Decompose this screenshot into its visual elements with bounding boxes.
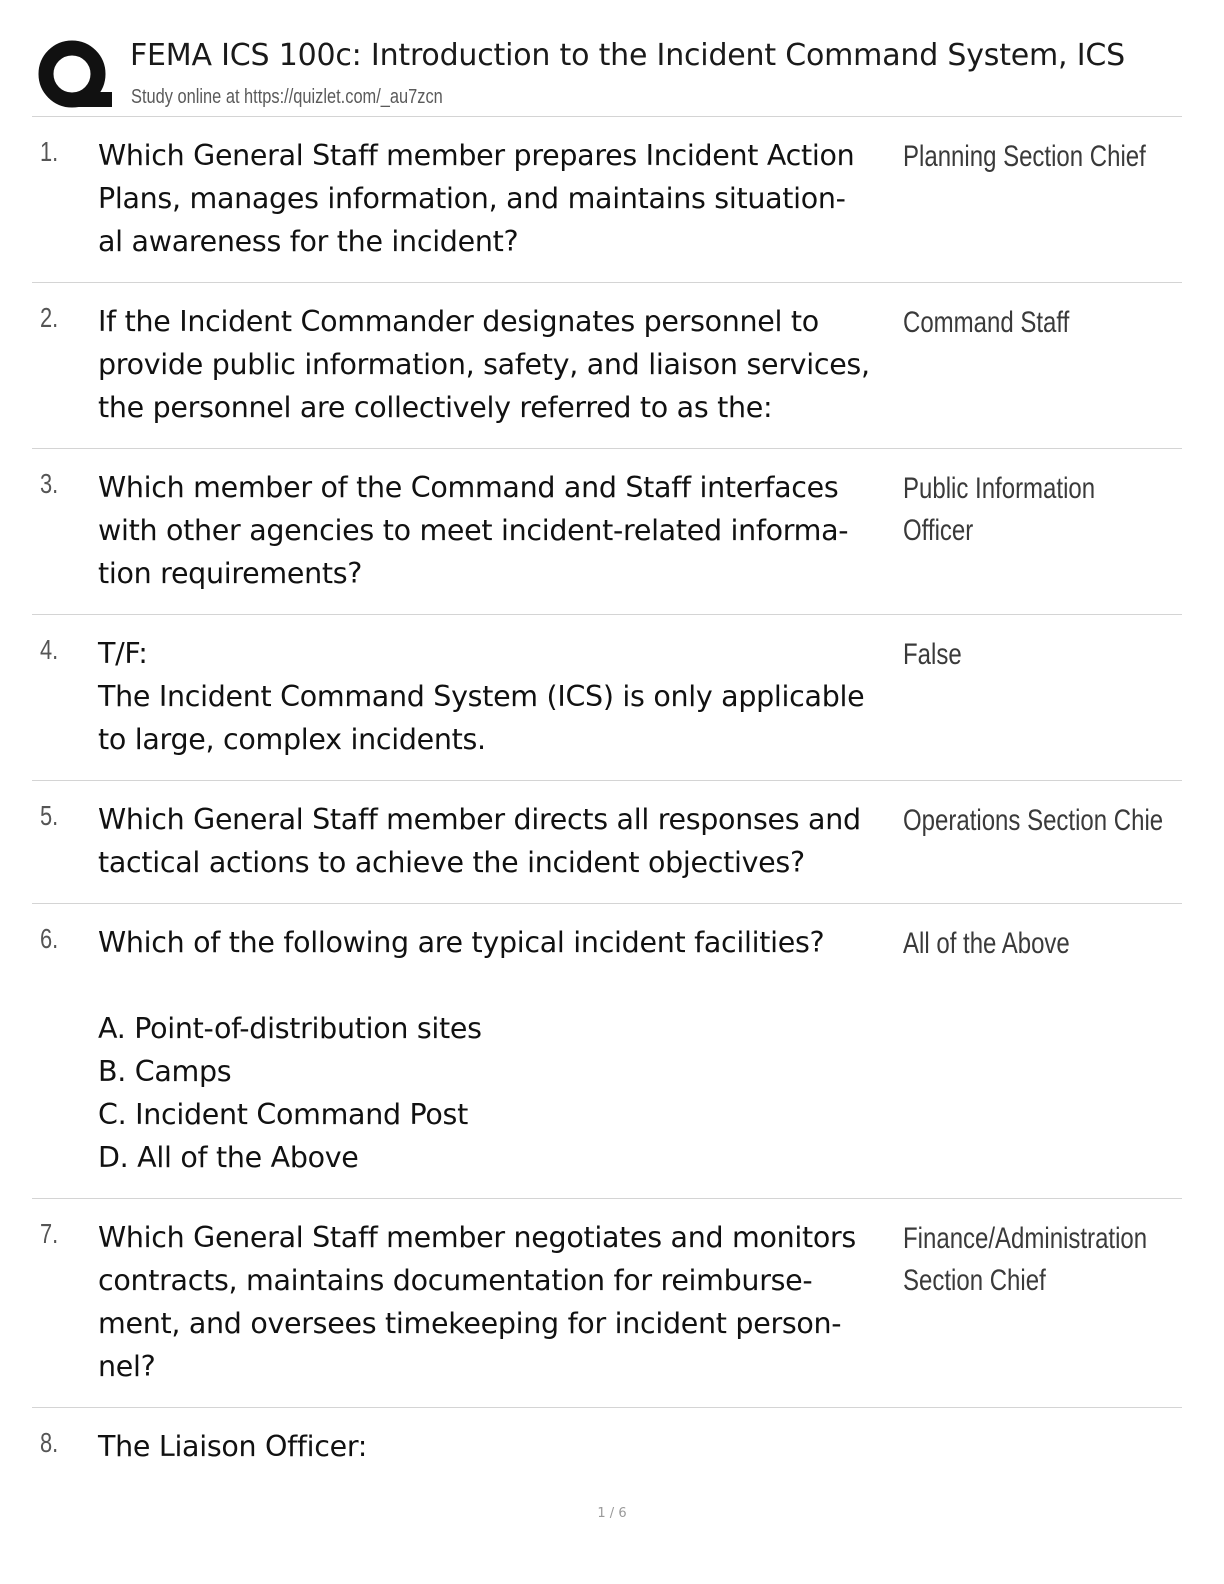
card-question: Which member of the Command and Staff interfaces with other agencies to meet incident-related informa- tion requirements?: [98, 471, 849, 590]
card-question: If the Incident Commander designates personnel to provide public information, safety, and liaison services, the personnel are collectively referred to as the:: [98, 305, 870, 424]
flashcard: [32, 1199, 1182, 1408]
study-online-link[interactable]: Study online at https://quizlet.com/_au7zcn: [131, 86, 443, 108]
card-number: 1.: [40, 136, 59, 167]
card-answer: Finance/Administration Section Chief: [903, 1222, 1148, 1297]
card-question: Which General Staff member directs all responses and tactical actions to achieve the incident objectives?: [98, 803, 861, 879]
flashcard: [32, 283, 1182, 449]
flashcard: [32, 781, 1182, 904]
card-answer: Command Staff: [903, 306, 1070, 339]
card-question: T/F: The Incident Command System (ICS) is only applicable to large, complex incidents.: [98, 637, 865, 756]
card-answer: Public Information Officer: [903, 472, 1096, 547]
card-answer: Planning Section Chief: [903, 140, 1146, 173]
card-number: 8.: [40, 1427, 59, 1458]
flashcard: [32, 615, 1182, 781]
card-answer: Operations Section Chie: [903, 804, 1164, 837]
card-number: 4.: [40, 634, 59, 665]
card-question: The Liaison Officer:: [98, 1430, 368, 1463]
card-answer: All of the Above: [903, 927, 1070, 960]
card-number: 6.: [40, 923, 59, 954]
document-title: FEMA ICS 100c: Introduction to the Incident Command System, ICS: [130, 38, 1125, 73]
card-number: 5.: [40, 800, 59, 831]
flashcard: [32, 117, 1182, 283]
card-number: 3.: [40, 468, 59, 499]
flashcard: [32, 449, 1182, 615]
card-question: Which General Staff member negotiates and monitors contracts, maintains documentation for reimburse- ment, and oversees timekeeping for incident person- nel?: [98, 1221, 856, 1383]
card-number: 2.: [40, 302, 59, 333]
flashcard: [32, 904, 1182, 1199]
flashcard-list: [32, 117, 1182, 1487]
card-question: Which of the following are typical incident facilities? A. Point-of-distribution sites B. Camps C. Incident Command Post D. All of the Above: [98, 926, 825, 1174]
page-number: 1 / 6: [597, 1506, 627, 1521]
quizlet-q-logo-icon: [34, 36, 114, 116]
page-header: [32, 30, 1182, 116]
card-question: Which General Staff member prepares Incident Action Plans, manages information, and maintains situation- al awareness for the incident?: [98, 139, 855, 258]
card-number: 7.: [40, 1218, 59, 1249]
card-answer: False: [903, 638, 962, 671]
flashcard: [32, 1408, 1182, 1487]
